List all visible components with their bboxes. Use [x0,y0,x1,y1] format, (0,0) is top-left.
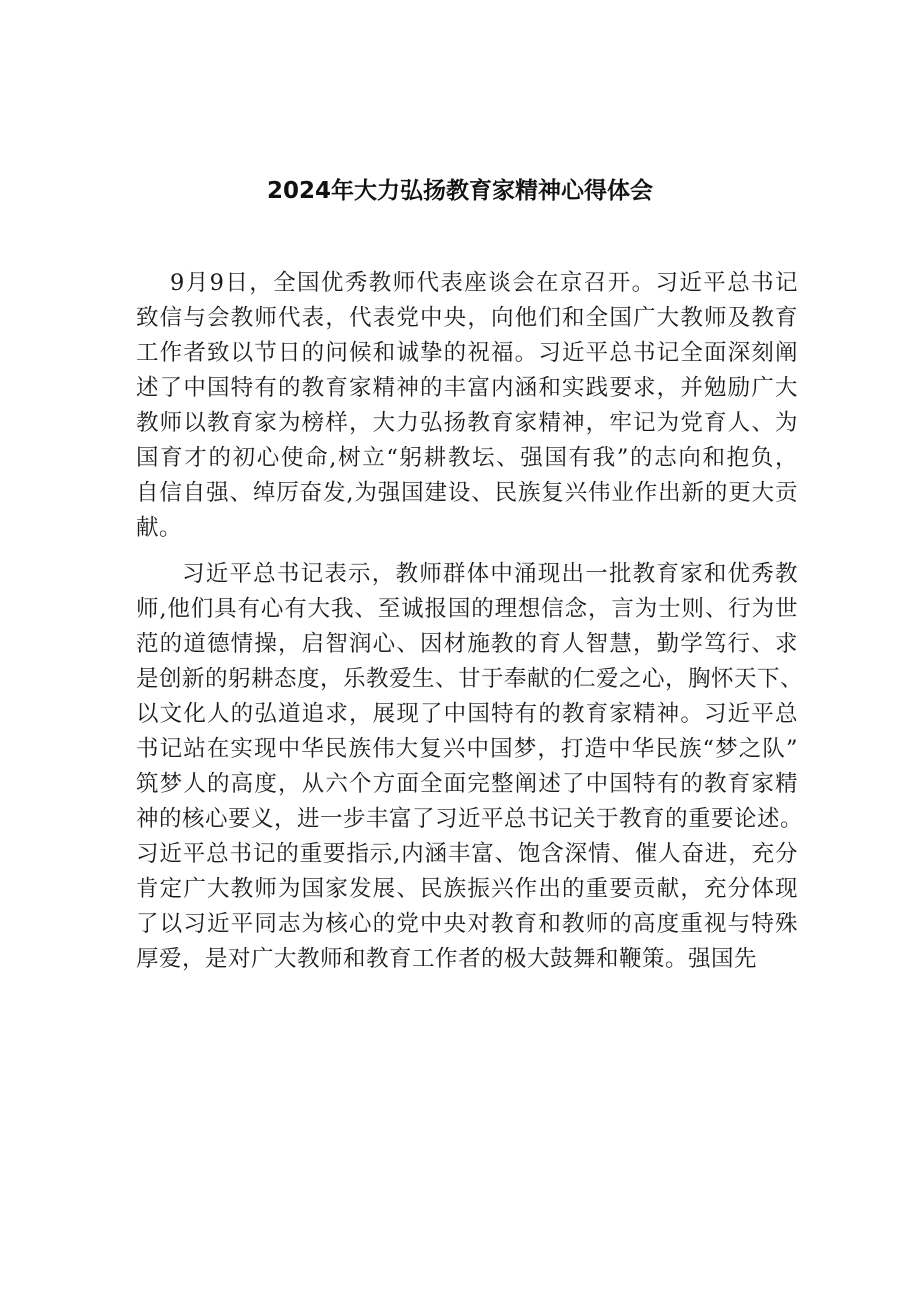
paragraph-line: 述了中国特有的教育家精神的丰富内涵和实践要求，并勉励广大 [136,375,798,401]
paragraph-line: 以文化人的弘道追求，展现了中国特有的教育家精神。习近平总 [136,701,798,727]
paragraph-line: 习近平总书记的重要指示,内涵丰富、饱含深情、催人奋进，充分 [136,841,798,867]
paragraph-line: 教师以教育家为榜样，大力弘扬教育家精神，牢记为党育人、为 [136,410,798,436]
paragraph-line: 书记站在实现中华民族伟大复兴中国梦，打造中华民族“梦之队” [136,736,798,762]
paragraph-line: 自信自强、绰厉奋发,为强国建设、民族复兴伟业作出新的更大贡 [136,480,798,506]
document-title: 2024年大力弘扬教育家精神心得体会 [266,178,653,204]
paragraph-line: 献。 [136,515,183,541]
paragraph-line: 了以习近平同志为核心的党中央对教育和教师的高度重视与特殊 [136,911,798,937]
paragraph-2 [136,557,804,977]
paragraph-line: 厚爱，是对广大教师和教育工作者的极大鼓舞和鞭策。强国先 [136,946,758,972]
paragraph-line: 是创新的躬耕态度，乐教爱生、甘于奉献的仁爱之心，胸怀天下、 [136,666,804,692]
paragraph-line: 国育才的初心使命,树立“躬耕教坛、强国有我”的志向和抱负， [136,445,798,471]
paragraph-line: 致信与会教师代表，代表党中央，向他们和全国广大教师及教育 [136,305,798,331]
paragraph-line: 筑梦人的高度，从六个方面全面完整阐述了中国特有的教育家精 [136,771,798,797]
paragraph-line: 9月9日，全国优秀教师代表座谈会在京召开。习近平总书记 [170,270,798,296]
paragraph-line: 神的核心要义，进一步丰富了习近平总书记关于教育的重要论述。 [136,806,804,832]
paragraph-1 [136,266,798,546]
paragraph-line: 工作者致以节日的问候和诚挚的祝福。习近平总书记全面深刻阐 [136,340,798,366]
document-body [136,266,804,977]
paragraph-line: 习近平总书记表示，教师群体中涌现出一批教育家和优秀教 [182,561,798,587]
paragraph-line: 肯定广大教师为国家发展、民族振兴作出的重要贡献，充分体现 [136,876,798,902]
paragraph-line: 范的道德情操，启智润心、因材施教的育人智慧，勤学笃行、求 [136,631,798,657]
paragraph-line: 师,他们具有心有大我、至诚报国的理想信念，言为士则、行为世 [136,596,798,622]
